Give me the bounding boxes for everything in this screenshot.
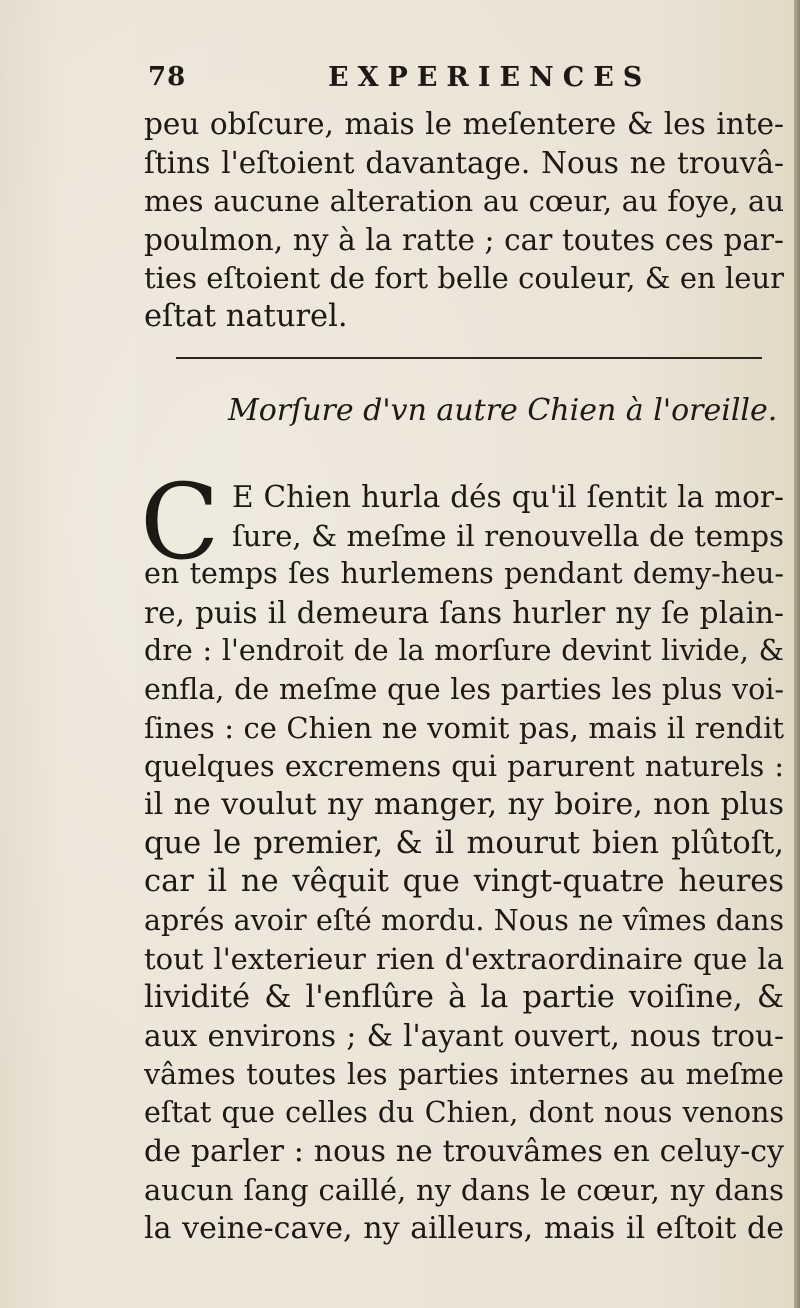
running-title: EXPERIENCES: [328, 62, 652, 93]
text-line: tout l'exterieur rien d'extraordinaire que la: [144, 942, 784, 976]
text-line: il ne voulut ny manger, ny boire, non plus: [144, 787, 784, 822]
text-line: ties eſtoient de fort belle couleur, & en leur: [144, 261, 784, 295]
running-head: [148, 62, 678, 102]
text-line: quelques excremens qui parurent naturels :: [144, 749, 784, 783]
text-line: re, puis il demeura ſans hurler ny ſe plain-: [144, 595, 784, 630]
text-line: vâmes toutes les parties internes au meſme: [144, 1057, 784, 1091]
text-line: lividité & l'enflûre à la partie voiſine, &: [144, 979, 784, 1015]
section-divider: [176, 357, 762, 359]
text-line: poulmon, ny à la ratte ; car toutes ces par-: [144, 222, 784, 257]
page-number: 78: [148, 62, 187, 92]
text-line: peu obſcure, mais le meſentere & les inte-: [144, 107, 784, 141]
text-line: ſure, & meſme il renouvella de temps: [232, 518, 784, 553]
text-line: en temps ſes hurlemens pendant demy-heu-: [144, 557, 784, 590]
top-paragraph: [144, 105, 784, 336]
text-line: car il ne vêquit que vingt-quatre heures: [144, 864, 784, 899]
text-line: eſtat naturel.: [144, 298, 348, 334]
page-edge: [794, 0, 800, 1308]
drop-cap: C: [140, 461, 220, 583]
text-line: ſtins l'eſtoient davantage. Nous ne trouvâ-: [144, 145, 784, 180]
text-line: dre : l'endroit de la morſure devint livide, &: [144, 634, 784, 667]
text-line: aprés avoir eſté mordu. Nous ne vîmes dans: [144, 903, 784, 937]
text-line: mes aucune alteration au cœur, au foye, au: [144, 184, 784, 218]
text-line: de parler : nous ne trouvâmes en celuy-cy: [144, 1133, 784, 1169]
text-line: eſtat que celles du Chien, dont nous venons: [144, 1096, 784, 1129]
main-paragraph: [144, 555, 784, 1248]
text-line: aux environs ; & l'ayant ouvert, nous trou-: [144, 1019, 784, 1053]
indented-lines: [232, 478, 784, 555]
text-line: la veine-cave, ny ailleurs, mais il eſtoit de: [144, 1210, 784, 1246]
text-line: E Chien hurla dés qu'il ſentit la mor-: [232, 480, 784, 514]
text-line: que le premier, & il mourut bien plûtoſt,: [144, 825, 784, 861]
text-line: ſines : ce Chien ne vomit pas, mais il rendit: [144, 711, 784, 745]
text-line: enfla, de meſme que les parties les plus voi-: [144, 672, 784, 706]
text-line: aucun ſang caillé, ny dans le cœur, ny dans: [144, 1173, 784, 1207]
section-heading: Morſure d'vn autre Chien à l'oreille.: [228, 393, 778, 428]
